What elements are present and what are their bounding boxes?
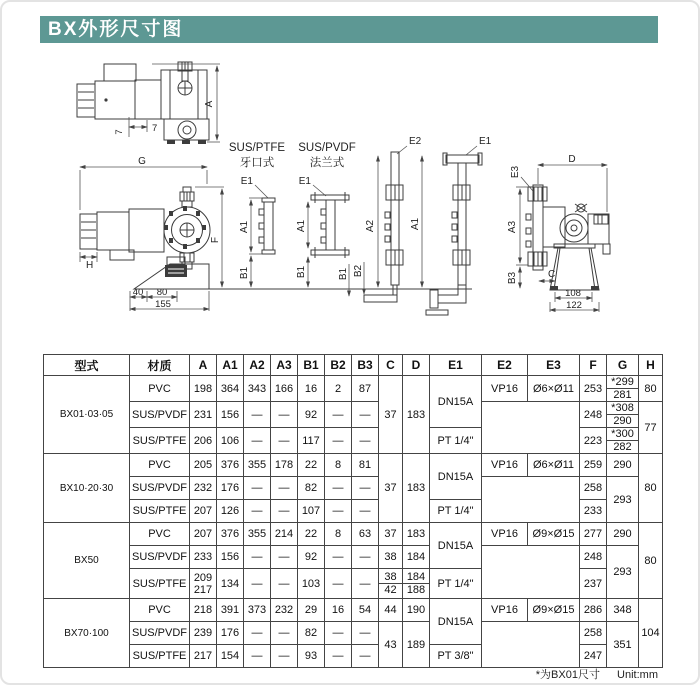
col-header: E3 <box>528 355 580 376</box>
table-cell: 355 <box>244 454 271 477</box>
blank-cell <box>482 622 580 668</box>
dim-label-h: H <box>86 260 94 271</box>
assembly-e2-b1-label: B1 <box>338 267 349 281</box>
table-row <box>44 622 663 645</box>
material-cell: SUS/PVDF <box>130 546 190 569</box>
table-cell: 223 <box>580 428 607 454</box>
connector-cell: VP16 <box>482 376 528 402</box>
table-cell: — <box>271 569 298 599</box>
fitting-ptfe-type: 牙口式 <box>239 157 275 169</box>
col-header: H <box>639 355 663 376</box>
material-cell: SUS/PTFE <box>130 500 190 523</box>
connector-cell: PT 1/4" <box>430 428 482 454</box>
dim-label-40: 40 <box>132 287 144 298</box>
table-cell: 117 <box>298 428 325 454</box>
table-cell: 22 <box>298 523 325 546</box>
material-cell: SUS/PVDF <box>130 622 190 645</box>
material-cell: PVC <box>130 376 190 402</box>
table-cell: — <box>352 428 379 454</box>
table-cell: 206 <box>190 428 217 454</box>
table-cell: 253 <box>580 376 607 402</box>
connector-cell: PT 1/4" <box>430 569 482 599</box>
table-cell: — <box>325 477 352 500</box>
connector-cell: PT 3/8" <box>430 645 482 668</box>
blank-cell <box>482 546 580 599</box>
connector-cell: DN15A <box>430 599 482 645</box>
col-header: A2 <box>244 355 271 376</box>
table-cell: 239 <box>190 622 217 645</box>
material-cell: SUS/PTFE <box>130 569 190 599</box>
table-cell: — <box>352 645 379 668</box>
dim-label-80: 80 <box>156 287 168 298</box>
fitting-ptfe-e1-label: E1 <box>240 176 253 187</box>
dim-label-g: G <box>138 156 146 167</box>
table-cell: 247 <box>580 645 607 668</box>
table-cell: 343 <box>244 376 271 402</box>
table-cell: 2 <box>325 376 352 402</box>
table-cell: — <box>271 622 298 645</box>
fitting-pvdf-a1-label: A1 <box>296 219 307 233</box>
table-cell: — <box>352 569 379 599</box>
footnote <box>536 666 658 682</box>
table-cell: 231 <box>190 402 217 428</box>
footnote-text: *为BX01尺寸 <box>535 669 600 681</box>
table-cell: 248 <box>580 402 607 428</box>
table-cell: 248 <box>580 546 607 569</box>
dim-label-a3: A3 <box>507 220 518 234</box>
table-cell: 290 <box>607 523 639 546</box>
table-cell: 277 <box>580 523 607 546</box>
table-cell: — <box>271 645 298 668</box>
table-cell: 184 <box>403 546 430 569</box>
model-cell: BX01·03·05 <box>44 376 130 454</box>
table-cell: 81 <box>352 454 379 477</box>
table-cell: — <box>244 645 271 668</box>
fitting-ptfe-threaded <box>229 142 286 287</box>
material-cell: SUS/PVDF <box>130 477 190 500</box>
table-cell: 80 <box>639 376 663 402</box>
table-cell: 184 188 <box>403 569 430 599</box>
col-header: F <box>580 355 607 376</box>
dim-label-7-right: 7 <box>152 123 158 134</box>
dim-label-b3: B3 <box>507 271 518 285</box>
table-cell: 38 <box>379 546 403 569</box>
col-header: A3 <box>271 355 298 376</box>
dim-label-e3: E3 <box>510 165 521 179</box>
table-cell: 82 <box>298 477 325 500</box>
table-cell: *299 281 <box>607 376 639 402</box>
table-cell: — <box>325 645 352 668</box>
table-cell: — <box>271 500 298 523</box>
pump-top-view <box>77 62 220 144</box>
table-cell: 190 <box>403 599 430 622</box>
table-cell: 37 <box>379 454 403 523</box>
table-cell: 37 <box>379 523 403 546</box>
col-header: A1 <box>217 355 244 376</box>
table-cell: 63 <box>352 523 379 546</box>
table-cell: — <box>325 569 352 599</box>
dim-label-122: 122 <box>566 300 582 311</box>
dimension-table <box>43 354 663 668</box>
table-cell: 80 <box>639 454 663 523</box>
fitting-pvdf-material: SUS/PVDF <box>298 142 356 154</box>
table-cell: *300 282 <box>607 428 639 454</box>
col-header: E2 <box>482 355 528 376</box>
assembly-e1-a1-label: A1 <box>410 217 421 231</box>
table-cell: 391 <box>217 599 244 622</box>
table-cell: — <box>244 546 271 569</box>
connector-cell: VP16 <box>482 599 528 622</box>
fitting-ptfe-b1-label: B1 <box>239 266 250 280</box>
table-cell: 176 <box>217 477 244 500</box>
table-cell: — <box>244 569 271 599</box>
table-cell: 183 <box>403 376 430 454</box>
table-cell: 217 <box>190 645 217 668</box>
table-row <box>44 454 663 477</box>
table-cell: 178 <box>271 454 298 477</box>
table-cell: 258 <box>580 622 607 645</box>
table-cell: — <box>352 546 379 569</box>
table-cell: 8 <box>325 523 352 546</box>
table-row <box>44 477 663 500</box>
connector-cell: Ø6×Ø11 <box>528 376 580 402</box>
col-header: B3 <box>352 355 379 376</box>
connector-cell: Ø6×Ø11 <box>528 454 580 477</box>
table-cell: 373 <box>244 599 271 622</box>
table-cell: — <box>244 500 271 523</box>
pump-front-view <box>80 156 472 311</box>
table-cell: 232 <box>190 477 217 500</box>
table-cell: 92 <box>298 546 325 569</box>
table-cell: 93 <box>298 645 325 668</box>
table-cell: 38 42 <box>379 569 403 599</box>
table-cell: 376 <box>217 523 244 546</box>
material-cell: SUS/PVDF <box>130 402 190 428</box>
col-header-model: 型式 <box>44 355 130 376</box>
connector-cell: VP16 <box>482 454 528 477</box>
table-cell: 104 <box>639 599 663 668</box>
table-cell: 214 <box>271 523 298 546</box>
table-cell: 232 <box>271 599 298 622</box>
table-row <box>44 402 663 428</box>
table-cell: — <box>244 477 271 500</box>
table-cell: — <box>352 477 379 500</box>
material-cell: PVC <box>130 454 190 477</box>
table-cell: 103 <box>298 569 325 599</box>
table-cell: 156 <box>217 546 244 569</box>
blank-cell <box>482 402 580 454</box>
table-cell: 293 <box>607 477 639 523</box>
fitting-pvdf-e1-label: E1 <box>298 176 311 187</box>
col-header: G <box>607 355 639 376</box>
table-cell: 29 <box>298 599 325 622</box>
table-cell: 183 <box>403 454 430 523</box>
table-cell: 376 <box>217 454 244 477</box>
fitting-ptfe-material: SUS/PTFE <box>228 142 286 154</box>
assembly-e2-label: E2 <box>409 136 422 147</box>
table-cell: 207 <box>190 523 217 546</box>
dim-label-108: 108 <box>565 288 581 299</box>
table-cell: — <box>352 500 379 523</box>
table-cell: 82 <box>298 622 325 645</box>
table-row <box>44 599 663 622</box>
table-cell: 80 <box>639 523 663 599</box>
fitting-pvdf-flanged <box>296 142 356 287</box>
table-cell: 258 <box>580 477 607 500</box>
table-cell: 355 <box>244 523 271 546</box>
unit-label: Unit:mm <box>617 669 658 681</box>
connector-cell: Ø9×Ø15 <box>528 599 580 622</box>
table-row <box>44 376 663 402</box>
fitting-ptfe-a1-label: A1 <box>239 220 250 234</box>
table-cell: 259 <box>580 454 607 477</box>
table-cell: 364 <box>217 376 244 402</box>
table-cell: 176 <box>217 622 244 645</box>
table-cell: 286 <box>580 599 607 622</box>
table-cell: — <box>271 428 298 454</box>
material-cell: PVC <box>130 599 190 622</box>
table-cell: 156 <box>217 402 244 428</box>
table-cell: — <box>244 428 271 454</box>
table-cell: 106 <box>217 428 244 454</box>
connector-cell: DN15A <box>430 454 482 500</box>
col-header: D <box>403 355 430 376</box>
table-row <box>44 546 663 569</box>
table-cell: *308 290 <box>607 402 639 428</box>
table-cell: 37 <box>379 376 403 454</box>
table-cell: — <box>325 546 352 569</box>
table-cell: — <box>352 622 379 645</box>
table-cell: — <box>325 428 352 454</box>
table-cell: — <box>325 622 352 645</box>
material-cell: PVC <box>130 523 190 546</box>
table-cell: — <box>271 477 298 500</box>
col-header: C <box>379 355 403 376</box>
table-cell: 198 <box>190 376 217 402</box>
table-cell: 348 <box>607 599 639 622</box>
table-cell: — <box>271 402 298 428</box>
table-cell: 16 <box>325 599 352 622</box>
col-header: B1 <box>298 355 325 376</box>
table-cell: 16 <box>298 376 325 402</box>
table-cell: — <box>244 402 271 428</box>
header-row <box>44 355 663 376</box>
table-cell: 233 <box>580 500 607 523</box>
model-cell: BX50 <box>44 523 130 599</box>
table-cell: — <box>352 402 379 428</box>
col-header: B2 <box>325 355 352 376</box>
table-cell: 8 <box>325 454 352 477</box>
table-row <box>44 523 663 546</box>
col-header-material: 材质 <box>130 355 190 376</box>
table-cell: 87 <box>352 376 379 402</box>
assembly-e1-label: E1 <box>479 136 492 147</box>
table-cell: 351 <box>607 622 639 668</box>
table-cell: — <box>271 546 298 569</box>
table-cell: 126 <box>217 500 244 523</box>
table-cell: 107 <box>298 500 325 523</box>
table-cell: 166 <box>271 376 298 402</box>
table-cell: 43 <box>379 622 403 668</box>
dim-label-155: 155 <box>155 299 171 310</box>
table-cell: 233 <box>190 546 217 569</box>
page-title: BX外形尺寸图 <box>40 16 658 43</box>
connector-cell: VP16 <box>482 523 528 546</box>
valve-assembly-e1 <box>410 136 492 315</box>
connector-cell: Ø9×Ø15 <box>528 523 580 546</box>
table-cell: 22 <box>298 454 325 477</box>
table-cell: 209 217 <box>190 569 217 599</box>
model-cell: BX10·20·30 <box>44 454 130 523</box>
assembly-e2-b2-label: B2 <box>353 264 364 278</box>
blank-cell <box>482 477 580 523</box>
table-cell: — <box>325 402 352 428</box>
model-cell: BX70·100 <box>44 599 130 668</box>
assembly-e2-a2-label: A2 <box>365 219 376 233</box>
table-cell: 154 <box>217 645 244 668</box>
table-cell: 207 <box>190 500 217 523</box>
connector-cell: PT 1/4" <box>430 500 482 523</box>
table-cell: 290 <box>607 454 639 477</box>
table-cell: 54 <box>352 599 379 622</box>
table-cell: 92 <box>298 402 325 428</box>
table-cell: — <box>244 622 271 645</box>
table-cell: 183 <box>403 523 430 546</box>
col-header: E1 <box>430 355 482 376</box>
material-cell: SUS/PTFE <box>130 428 190 454</box>
connector-cell: DN15A <box>430 376 482 428</box>
dimension-table-wrap <box>43 354 661 668</box>
table-cell: — <box>325 500 352 523</box>
dimension-drawings <box>2 44 700 352</box>
dim-label-a: A <box>204 100 215 108</box>
table-cell: 189 <box>403 622 430 668</box>
table-cell: 134 <box>217 569 244 599</box>
table-cell: 44 <box>379 599 403 622</box>
connector-cell: DN15A <box>430 523 482 569</box>
table-cell: 237 <box>580 569 607 599</box>
dim-label-7-left: 7 <box>114 129 125 135</box>
dim-label-f: F <box>210 236 221 244</box>
table-cell: 205 <box>190 454 217 477</box>
fitting-pvdf-b1-label: B1 <box>296 265 307 279</box>
col-header: A <box>190 355 217 376</box>
pump-side-view <box>507 154 610 312</box>
table-cell: 77 <box>639 402 663 454</box>
material-cell: SUS/PTFE <box>130 645 190 668</box>
dim-label-c: C <box>548 269 556 280</box>
fitting-pvdf-type: 法兰式 <box>309 157 345 169</box>
table-cell: 218 <box>190 599 217 622</box>
table-cell: 293 <box>607 546 639 599</box>
dim-label-d: D <box>568 154 576 165</box>
